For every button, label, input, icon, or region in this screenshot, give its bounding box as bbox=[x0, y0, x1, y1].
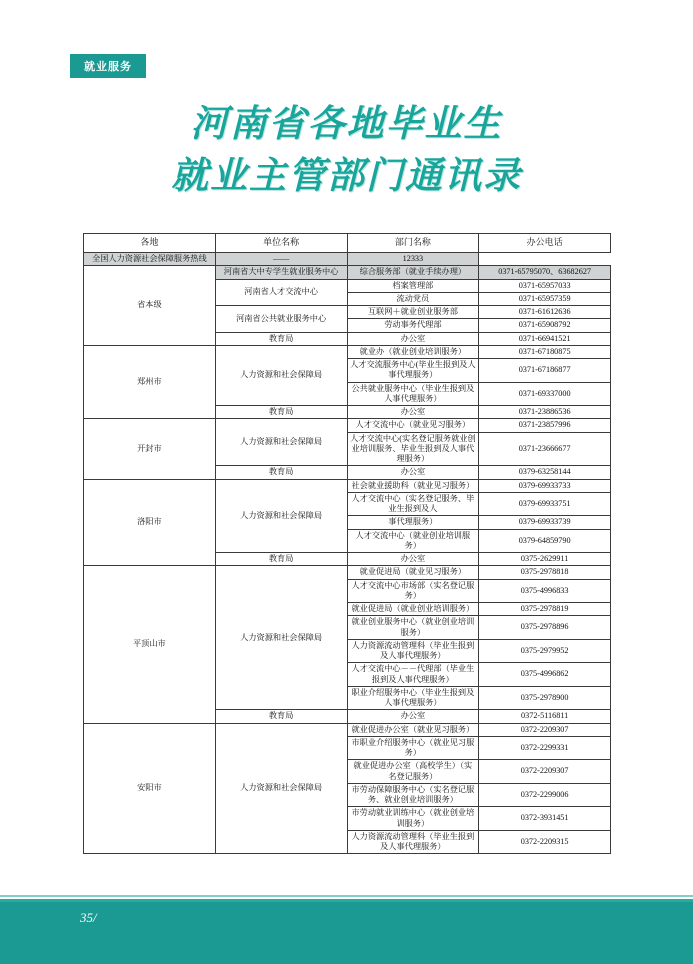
cell-unit: 人力资源和社会保障局 bbox=[215, 479, 347, 553]
table-row bbox=[84, 723, 611, 736]
cell-dept: 人才交流中心（就业创业培训服务） bbox=[347, 529, 479, 553]
cell-dept: 公共就业服务中心（毕业生报到及人事代理服务） bbox=[347, 382, 479, 406]
section-tab: 就业服务 bbox=[70, 54, 146, 78]
footer-divider bbox=[0, 895, 693, 897]
cell-phone: 0371-65957033 bbox=[479, 279, 611, 292]
cell-phone: 0372-2209307 bbox=[479, 723, 611, 736]
cell-unit: 人力资源和社会保障局 bbox=[215, 419, 347, 466]
cell-dept: 办公室 bbox=[347, 553, 479, 566]
cell-phone: 0371-66941521 bbox=[479, 332, 611, 345]
cell-dept: 就业促进局（就业创业培训服务） bbox=[347, 603, 479, 616]
cell-phone: 0375-2978818 bbox=[479, 566, 611, 579]
cell-phone: 0372-2209307 bbox=[479, 760, 611, 784]
cell-dept: 劳动事务代理部 bbox=[347, 319, 479, 332]
cell-dept: 办公室 bbox=[347, 710, 479, 723]
column-header-phone: 办公电话 bbox=[479, 234, 611, 253]
cell-phone: 0371-23886536 bbox=[479, 406, 611, 419]
cell-dept: 互联网＋就业创业服务部 bbox=[347, 306, 479, 319]
table-row bbox=[84, 253, 611, 266]
contacts-table bbox=[83, 233, 611, 854]
cell-phone: 0379-64859790 bbox=[479, 529, 611, 553]
cell-unit: 教育局 bbox=[215, 553, 347, 566]
cell-unit: 全国人力资源社会保障服务热线 bbox=[84, 253, 216, 266]
cell-dept: 档案管理部 bbox=[347, 279, 479, 292]
title-line-2: 就业主管部门通讯录 bbox=[171, 154, 522, 197]
cell-dept: 就业促进局（就业见习服务） bbox=[347, 566, 479, 579]
cell-region: 郑州市 bbox=[84, 345, 216, 419]
cell-dept: 就业办（就业创业培训服务） bbox=[347, 345, 479, 358]
column-header-dept: 部门名称 bbox=[347, 234, 479, 253]
cell-dept: 办公室 bbox=[347, 406, 479, 419]
cell-dept: 人才交流中心－－代理部（毕业生报到及人事代理服务） bbox=[347, 663, 479, 687]
cell-phone: 0375-4996833 bbox=[479, 579, 611, 603]
cell-dept: 市职业介绍服务中心（就业见习服务） bbox=[347, 736, 479, 760]
cell-phone: 0371-67180875 bbox=[479, 345, 611, 358]
cell-unit: 河南省人才交流中心 bbox=[215, 279, 347, 306]
cell-phone: 0372-2299331 bbox=[479, 736, 611, 760]
title-line-1: 河南省各地毕业生 bbox=[190, 102, 503, 145]
cell-dept: 人才交流中心（实名登记服务、毕业生报到及人 bbox=[347, 492, 479, 516]
cell-dept: 流动党员 bbox=[347, 292, 479, 305]
cell-region: 平顶山市 bbox=[84, 566, 216, 723]
page-title bbox=[0, 98, 693, 202]
cell-phone: 0371-65908792 bbox=[479, 319, 611, 332]
cell-phone: 0372-2299006 bbox=[479, 783, 611, 807]
cell-phone: 0375-2979952 bbox=[479, 639, 611, 663]
cell-dept: 社会就业援助科（就业见习服务） bbox=[347, 479, 479, 492]
cell-dept: 市劳动就业训练中心（就业创业培训服务） bbox=[347, 807, 479, 831]
cell-unit: 教育局 bbox=[215, 406, 347, 419]
cell-dept: 人力资源流动管理科（毕业生报到及人事代理服务） bbox=[347, 830, 479, 854]
cell-phone: 0379-69933751 bbox=[479, 492, 611, 516]
cell-unit: 河南省大中专学生就业服务中心 bbox=[215, 266, 347, 279]
cell-dept: 人才交流中心市场部（实名登记服务） bbox=[347, 579, 479, 603]
cell-phone: 0379-69933733 bbox=[479, 479, 611, 492]
cell-phone: 0379-63258144 bbox=[479, 466, 611, 479]
table-row bbox=[84, 479, 611, 492]
cell-dept: 市劳动保障服务中心（实名登记服务、就业创业培训服务） bbox=[347, 783, 479, 807]
cell-dept: 就业创业服务中心（就业创业培训服务） bbox=[347, 616, 479, 640]
cell-dept: 人才交流中心（就业见习服务） bbox=[347, 419, 479, 432]
cell-phone: 0371-65795070、63682627 bbox=[479, 266, 611, 279]
cell-phone: 0371-69337000 bbox=[479, 382, 611, 406]
cell-dept: 人才交流中心(实名登记服务就业创业培训服务、毕业生报到及人事代理服务） bbox=[347, 432, 479, 466]
cell-dept: —— bbox=[215, 253, 347, 266]
cell-dept: 综合服务部（就业手续办理） bbox=[347, 266, 479, 279]
cell-unit: 教育局 bbox=[215, 710, 347, 723]
cell-phone: 0372-3931451 bbox=[479, 807, 611, 831]
cell-phone: 0371-23857996 bbox=[479, 419, 611, 432]
footer-bar bbox=[0, 902, 693, 964]
page-number: 35/ bbox=[80, 910, 97, 925]
column-header-unit: 单位名称 bbox=[215, 234, 347, 253]
cell-phone: 0371-65957359 bbox=[479, 292, 611, 305]
cell-unit: 教育局 bbox=[215, 466, 347, 479]
cell-unit: 人力资源和社会保障局 bbox=[215, 723, 347, 854]
cell-phone: 0375-2978819 bbox=[479, 603, 611, 616]
cell-dept: 职业介绍服务中心（毕业生报到及人事代理服务） bbox=[347, 686, 479, 710]
cell-unit: 人力资源和社会保障局 bbox=[215, 566, 347, 710]
cell-dept: 就业促进办公室（高校学生）（实名登记服务） bbox=[347, 760, 479, 784]
cell-unit: 河南省公共就业服务中心 bbox=[215, 306, 347, 333]
cell-phone: 0375-2978900 bbox=[479, 686, 611, 710]
cell-phone: 0371-23666677 bbox=[479, 432, 611, 466]
cell-region: 洛阳市 bbox=[84, 479, 216, 566]
cell-phone: 0372-5116811 bbox=[479, 710, 611, 723]
cell-phone: 0379-69933739 bbox=[479, 516, 611, 529]
cell-dept: 办公室 bbox=[347, 466, 479, 479]
table-row bbox=[84, 266, 611, 279]
table-header-row bbox=[84, 234, 611, 253]
table-row bbox=[84, 345, 611, 358]
cell-dept: 人力资源流动管理科（毕业生报到及人事代理服务） bbox=[347, 639, 479, 663]
cell-dept: 办公室 bbox=[347, 332, 479, 345]
cell-phone: 0372-2209315 bbox=[479, 830, 611, 854]
cell-dept: 人才交流服务中心(毕业生报到及人事代理服务） bbox=[347, 359, 479, 383]
cell-phone: 0375-2629911 bbox=[479, 553, 611, 566]
cell-phone: 12333 bbox=[347, 253, 479, 266]
cell-region: 开封市 bbox=[84, 419, 216, 479]
cell-dept: 就业促进办公室（就业见习服务） bbox=[347, 723, 479, 736]
column-header-region: 各地 bbox=[84, 234, 216, 253]
cell-dept: 事代理服务） bbox=[347, 516, 479, 529]
table-row bbox=[84, 419, 611, 432]
table-row bbox=[84, 566, 611, 579]
cell-phone: 0371-61612636 bbox=[479, 306, 611, 319]
cell-phone: 0375-2978896 bbox=[479, 616, 611, 640]
cell-phone: 0371-67186877 bbox=[479, 359, 611, 383]
cell-unit: 教育局 bbox=[215, 332, 347, 345]
cell-region: 省本级 bbox=[84, 266, 216, 346]
cell-unit: 人力资源和社会保障局 bbox=[215, 345, 347, 405]
table-body bbox=[84, 253, 611, 854]
cell-region: 安阳市 bbox=[84, 723, 216, 854]
cell-phone: 0375-4996862 bbox=[479, 663, 611, 687]
